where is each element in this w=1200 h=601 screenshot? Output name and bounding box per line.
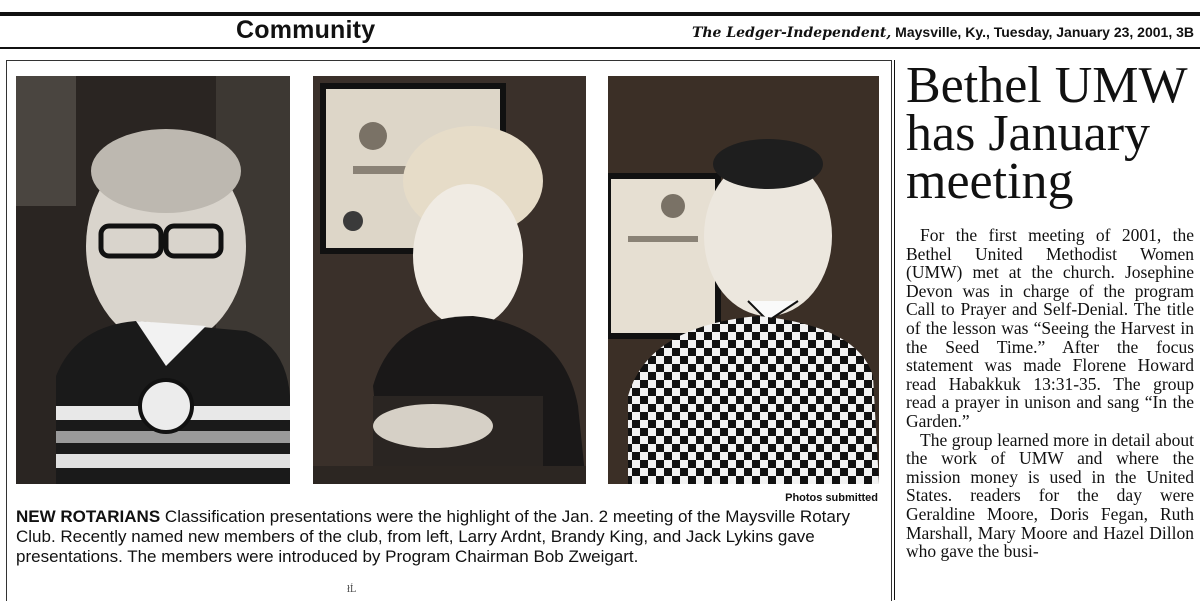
article-paragraph: The group learned more in detail about the work of UMW and where the mission money is used in the United States. readers for the day were Geraldine Moore, Doris Fegan, Ruth Marshall, Mary Moore and Hazel Dillon who gave the busi-: [906, 429, 1194, 562]
photo-1-image: [16, 76, 290, 484]
photo-caption: [16, 507, 882, 567]
article-paragraph: For the first meeting of 2001, the Bethel United Methodist Women (UMW) met at the church. Josephine Devon was in charge of the program Call to Prayer and Self-Denial. The title of the lesson was “Seeing the Harvest in the Seed Time.” After the focus statement was made Florene Howard read Habakkuk 13:31-35. The group read a prayer in unison and sang “In the Garden.”: [906, 225, 1194, 431]
caption-text: Classification presentations were the highlight of the Jan. 2 meeting of the Maysville Rotary Club. Recently named new members of the club, from left, Larry Ardnt, Brandy King, and Jack Lykins gave presentations. The members were introduced by Program Chairman Bob Zweigart.: [16, 507, 850, 566]
top-rule: [0, 12, 1200, 16]
page-folio: [692, 24, 1194, 41]
photo-credit: Photos submitted: [785, 492, 878, 504]
photo-jack-lykins: [608, 76, 879, 484]
article-headline: Bethel UMW has January meeting: [906, 57, 1187, 210]
photo-brandy-king: [313, 76, 586, 484]
photo-2-image: [313, 76, 586, 484]
section-title: Community: [236, 16, 376, 44]
stray-print-mark: łĹ: [347, 585, 356, 595]
caption-lead: NEW ROTARIANS: [16, 507, 161, 526]
dateline: Maysville, Ky., Tuesday, January 23, 2001, 3B: [895, 24, 1194, 40]
header-rule: [0, 47, 1200, 49]
article-body: [906, 226, 1194, 561]
masthead-name: The Ledger-Independent,: [691, 25, 892, 41]
photo-larry-ardnt: [16, 76, 290, 484]
photo-3-image: [608, 76, 879, 484]
column-rule: [894, 60, 895, 600]
